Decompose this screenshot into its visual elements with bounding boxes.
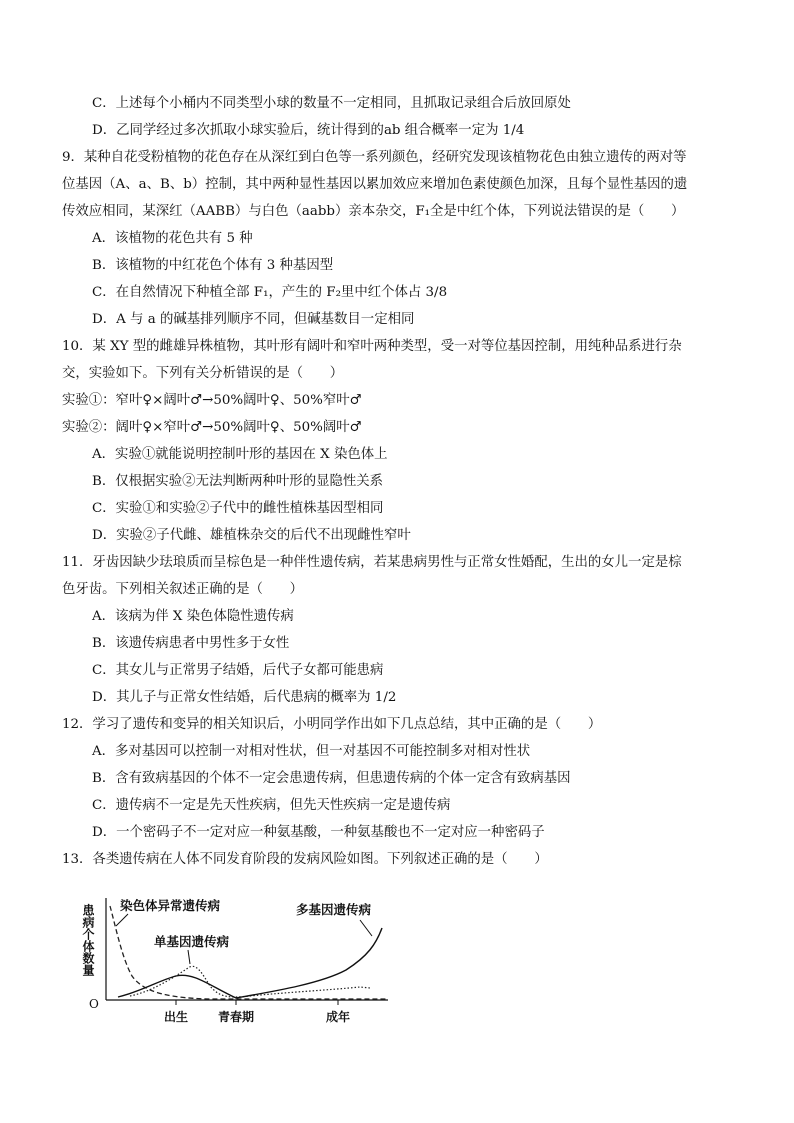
leader-single-gene — [188, 950, 190, 964]
q10-experiment-1: 实验①：窄叶♀×阔叶♂→50%阔叶♀、50%窄叶♂ — [62, 393, 362, 408]
q9-option-c: C．在自然情况下种植全部 F₁，产生的 F₂里中红个体占 3/8 — [92, 285, 448, 300]
q9-stem-line3: 传效应相同，某深红（AABB）与白色（aabb）亲本杂交，F₁全是中红个体，下列说法错误的是（ ） — [62, 204, 685, 219]
q12-option-d: D．一个密码子不一定对应一种氨基酸，一种氨基酸也不一定对应一种密码子 — [92, 825, 545, 840]
q11-option-d: D．其儿子与正常女性结婚，后代患病的概率为 1/2 — [92, 690, 397, 705]
q11-stem-line1: 11．牙齿因缺少珐琅质而呈棕色是一种伴性遗传病，若某患病男性与正常女性婚配，生出的女儿一定是棕 — [62, 555, 682, 570]
q10-stem-line1: 10．某 XY 型的雌雄异株植物，其叶形有阔叶和窄叶两种类型，受一对等位基因控制，用纯种品系进行杂 — [62, 339, 682, 354]
q12-stem: 12．学习了遗传和变异的相关知识后，小明同学作出如下几点总结，其中正确的是（ ） — [62, 717, 602, 732]
q9-stem-line2: 位基因（A、a、B、b）控制，其中两种显性基因以累加效应来增加色素使颜色加深，且每个显性基因的遗 — [62, 177, 688, 192]
q9-option-d: D．A 与 a 的碱基排列顺序不同，但碱基数目一定相同 — [92, 312, 415, 327]
q10-stem-line2: 交，实验如下。下列有关分析错误的是（ ） — [62, 366, 344, 381]
q11-stem-line2: 色牙齿。下列相关叙述正确的是（ ） — [62, 582, 304, 597]
disease-risk-chart — [70, 888, 410, 1028]
q10-option-b: B．仅根据实验②无法判断两种叶形的显隐性关系 — [92, 474, 384, 489]
q10-option-d: D．实验②子代雌、雄植株杂交的后代不出现雌性窄叶 — [92, 528, 411, 543]
q10-option-a: A．实验①就能说明控制叶形的基因在 X 染色体上 — [92, 447, 388, 462]
q9-option-a: A．该植物的花色共有 5 种 — [92, 231, 253, 246]
q10-option-c: C．实验①和实验②子代中的雌性植株基因型相同 — [92, 501, 384, 516]
leader-chromosomal — [116, 914, 128, 926]
q10-experiment-2: 实验②：阔叶♀×窄叶♂→50%阔叶♀、50%阔叶♂ — [62, 420, 362, 435]
q9-stem-line1: 9．某种自花受粉植物的花色存在从深红到白色等一系列颜色，经研究发现该植物花色由独立遗传的两对等 — [62, 150, 687, 165]
q11-option-c: C．其女儿与正常男子结婚，后代子女都可能患病 — [92, 663, 384, 678]
q12-option-a: A．多对基因可以控制一对相对性状，但一对基因不可能控制多对相对性状 — [92, 744, 531, 759]
leader-multi-gene — [360, 920, 372, 936]
prev-option-d: D．乙同学经过多次抓取小球实验后，统计得到的ab 组合概率一定为 1/4 — [92, 123, 525, 138]
series-label-chromosomal: 染色体异常遗传病 — [120, 898, 221, 913]
q12-option-c: C．遗传病不一定是先天性疾病，但先天性疾病一定是遗传病 — [92, 798, 451, 813]
x-tick-label-birth: 出生 — [163, 1010, 189, 1024]
q11-option-a: A．该病为伴 X 染色体隐性遗传病 — [92, 609, 294, 624]
q11-option-b: B．该遗传病患者中男性多于女性 — [92, 636, 290, 651]
y-axis-label: 患病个体数量 — [81, 904, 95, 976]
series-line-single-gene — [130, 966, 370, 997]
origin-label: O — [89, 997, 99, 1011]
q13-stem: 13．各类遗传病在人体不同发育阶段的发病风险如图。下列叙述正确的是（ ） — [62, 852, 548, 867]
x-tick-label-adult: 成年 — [325, 1010, 351, 1024]
x-tick-label-puberty: 青春期 — [217, 1010, 255, 1024]
series-label-multi-gene: 多基因遗传病 — [296, 902, 372, 917]
series-label-single-gene: 单基因遗传病 — [154, 934, 230, 949]
q12-option-b: B．含有致病基因的个体不一定会患遗传病，但患遗传病的个体一定含有致病基因 — [92, 771, 571, 786]
q9-option-b: B．该植物的中红花色个体有 3 种基因型 — [92, 258, 334, 273]
prev-option-c: C．上述每个小桶内不同类型小球的数量不一定相同，且抓取记录组合后放回原处 — [92, 96, 571, 111]
